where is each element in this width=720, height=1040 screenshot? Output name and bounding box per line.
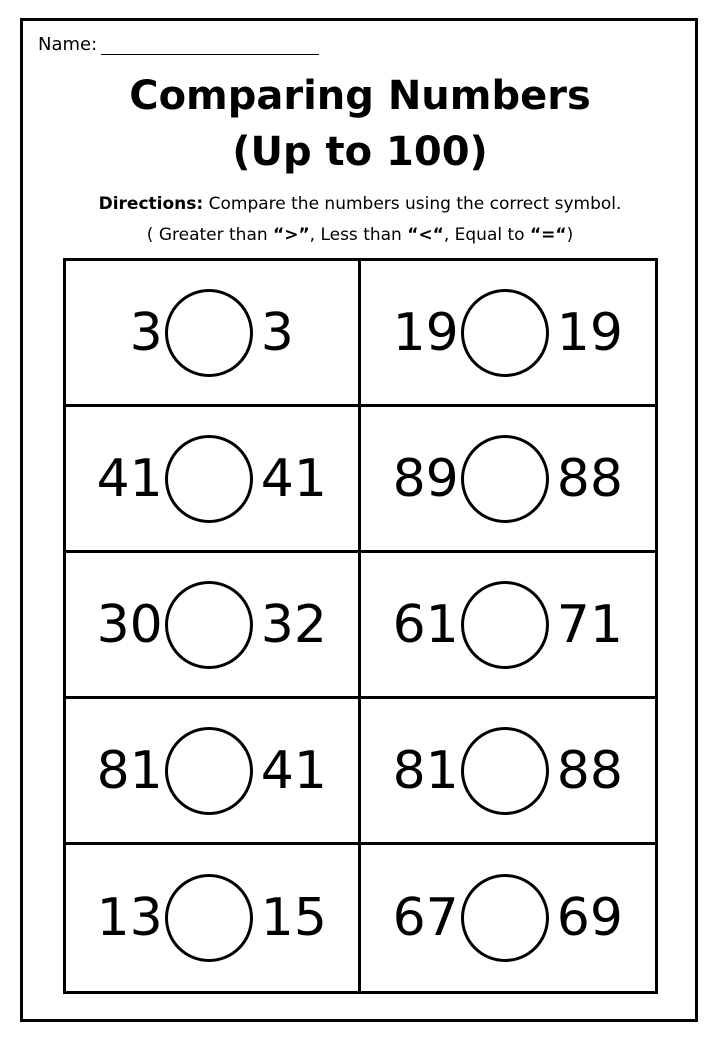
right-number: 32 — [260, 594, 327, 655]
answer-circle[interactable] — [165, 581, 253, 669]
directions-equal-text: , Equal to — [443, 225, 530, 245]
less-symbol: “<“ — [407, 225, 444, 245]
answer-circle[interactable] — [165, 289, 253, 377]
left-number: 89 — [392, 448, 459, 509]
answer-circle[interactable] — [461, 581, 549, 669]
left-number: 41 — [96, 448, 163, 509]
name-row — [38, 34, 319, 55]
right-number: 88 — [556, 740, 623, 801]
left-number: 81 — [96, 740, 163, 801]
left-number: 19 — [392, 302, 459, 363]
directions-close-paren: ) — [566, 225, 574, 245]
directions-label: Directions: — [98, 194, 204, 214]
right-number: 3 — [260, 302, 294, 363]
problem-cell — [361, 261, 656, 407]
left-number: 30 — [96, 594, 163, 655]
problem-cell — [66, 845, 361, 991]
worksheet-title: Comparing Numbers — [129, 73, 591, 119]
left-number: 13 — [96, 888, 163, 948]
directions-greater-text: ( Greater than — [146, 225, 274, 245]
answer-circle[interactable] — [461, 435, 549, 523]
answer-circle[interactable] — [165, 435, 253, 523]
name-label: Name: — [38, 34, 98, 55]
directions-text: Compare the numbers using the correct symbol. — [203, 194, 622, 214]
left-number: 61 — [392, 594, 459, 655]
right-number: 71 — [556, 594, 623, 655]
problem-cell — [66, 553, 361, 699]
left-number: 81 — [392, 740, 459, 801]
problem-cell — [66, 699, 361, 845]
right-number: 69 — [556, 888, 623, 948]
worksheet-subtitle: (Up to 100) — [232, 129, 488, 175]
left-number: 67 — [392, 888, 459, 948]
answer-circle[interactable] — [461, 874, 549, 962]
problems-grid — [63, 258, 658, 994]
right-number: 88 — [556, 448, 623, 509]
directions-line-2 — [0, 219, 720, 251]
problem-cell — [361, 699, 656, 845]
answer-circle[interactable] — [165, 874, 253, 962]
right-number: 15 — [260, 888, 327, 948]
right-number: 19 — [556, 302, 623, 363]
problem-cell — [361, 553, 656, 699]
right-number: 41 — [260, 740, 327, 801]
answer-circle[interactable] — [461, 289, 549, 377]
problem-cell — [361, 845, 656, 991]
equal-symbol: “=“ — [529, 225, 567, 245]
left-number: 3 — [129, 302, 163, 363]
right-number: 41 — [260, 448, 327, 509]
directions-line-1 — [0, 188, 720, 220]
answer-circle[interactable] — [461, 727, 549, 815]
problem-cell — [361, 407, 656, 553]
directions-less-text: , Less than — [309, 225, 408, 245]
greater-symbol: “>” — [273, 225, 310, 245]
problem-cell — [66, 407, 361, 553]
answer-circle[interactable] — [165, 727, 253, 815]
problem-cell — [66, 261, 361, 407]
name-field[interactable] — [101, 36, 319, 55]
